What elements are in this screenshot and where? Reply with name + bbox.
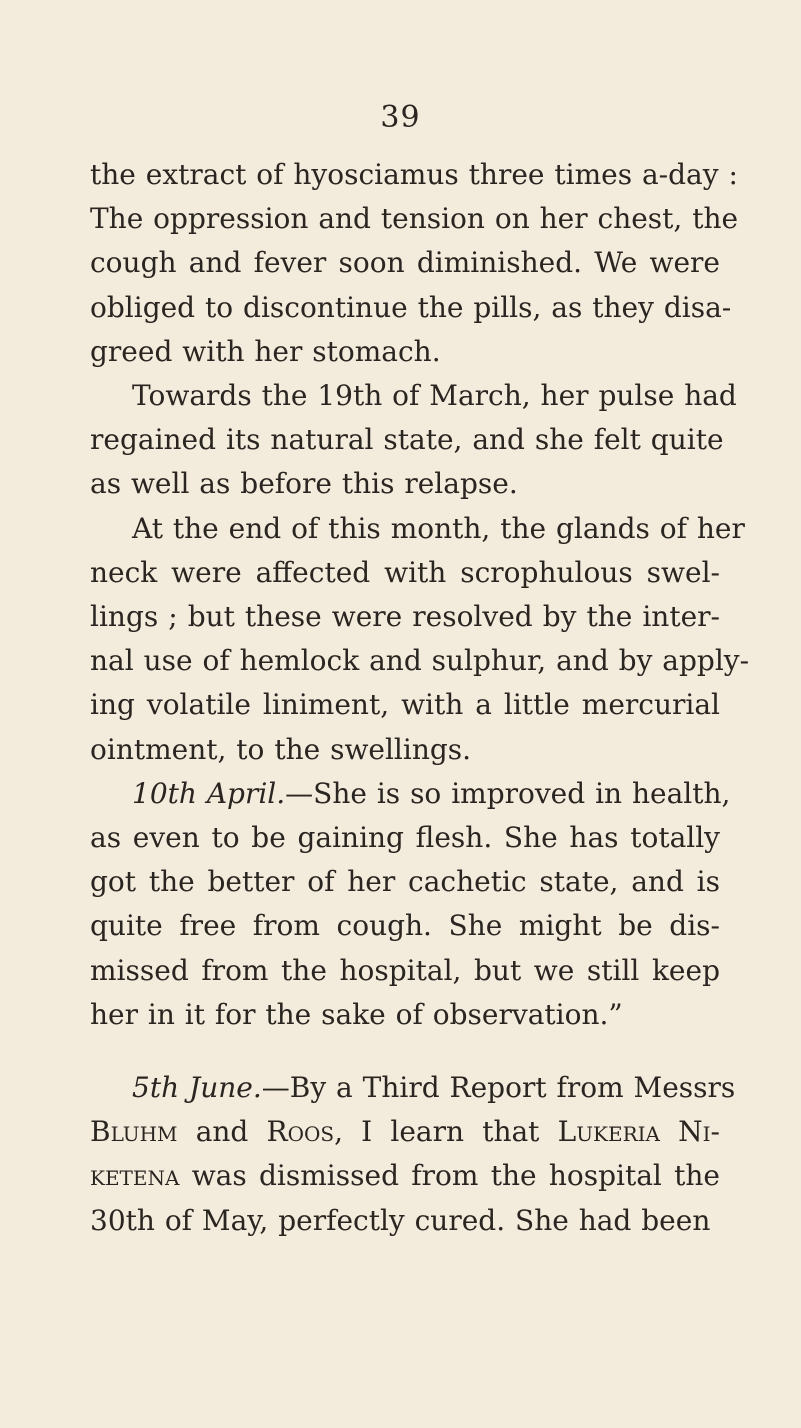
text-line: At the end of this month, the glands of her bbox=[132, 511, 745, 545]
entry-date: 10th April. bbox=[132, 776, 286, 810]
text-line: the extract of hyosciamus three times a-day : bbox=[90, 158, 738, 191]
text-line: got the better of her cachetic state, and is bbox=[90, 865, 720, 899]
person-name: Lukeria Ni- bbox=[557, 1115, 721, 1149]
body-text bbox=[90, 153, 750, 1243]
text-line: lings ; but these were resolved by the inter- bbox=[90, 600, 720, 634]
text-line bbox=[90, 772, 731, 816]
paragraph bbox=[90, 1066, 736, 1243]
text-run: —She is so improved in health, bbox=[285, 776, 731, 810]
paragraph bbox=[90, 153, 739, 374]
paragraph bbox=[90, 507, 750, 772]
text-run: , I learn that bbox=[334, 1115, 558, 1149]
text-line: 30th of May, perfectly cured. She had been bbox=[90, 1203, 711, 1237]
text-line: The oppression and tension on her chest, the bbox=[90, 202, 739, 236]
text-line: regained its natural state, and she felt quite bbox=[90, 423, 724, 457]
text-line: obliged to discontinue the pills, as they disa- bbox=[90, 290, 732, 324]
text-line: Towards the 19th of March, her pulse had bbox=[132, 379, 737, 413]
text-line bbox=[90, 1154, 720, 1198]
text-line: her in it for the sake of observation.” bbox=[90, 997, 623, 1031]
text-line: ointment, to the swellings. bbox=[90, 732, 472, 766]
paragraph bbox=[90, 374, 737, 507]
page-number: 39 bbox=[380, 100, 421, 135]
text-line: missed from the hospital, but we still keep bbox=[90, 953, 720, 987]
text-run: was dismissed from the hospital the bbox=[179, 1159, 720, 1193]
text-run: —By a Third Report from Messrs bbox=[261, 1071, 736, 1105]
person-name: Roos bbox=[266, 1115, 335, 1149]
text-line: nal use of hemlock and sulphur, and by apply- bbox=[90, 644, 750, 678]
text-line: cough and fever soon diminished. We were bbox=[90, 246, 720, 280]
text-line bbox=[90, 1066, 736, 1110]
text-line: as well as before this relapse. bbox=[90, 467, 518, 501]
text-line: quite free from cough. She might be dis- bbox=[90, 909, 720, 943]
text-line: ing volatile liniment, with a little mercurial bbox=[90, 688, 720, 722]
paragraph bbox=[90, 772, 731, 1037]
text-line: greed with her stomach. bbox=[90, 334, 441, 368]
text-line: neck were affected with scrophulous swel- bbox=[90, 555, 720, 589]
text-run: and bbox=[177, 1115, 267, 1149]
entry-date: 5th June. bbox=[132, 1071, 262, 1105]
text-line bbox=[90, 1110, 720, 1154]
person-name: ketena bbox=[90, 1159, 180, 1193]
person-name: Bluhm bbox=[90, 1115, 178, 1149]
text-line: as even to be gaining flesh. She has totally bbox=[90, 821, 720, 855]
